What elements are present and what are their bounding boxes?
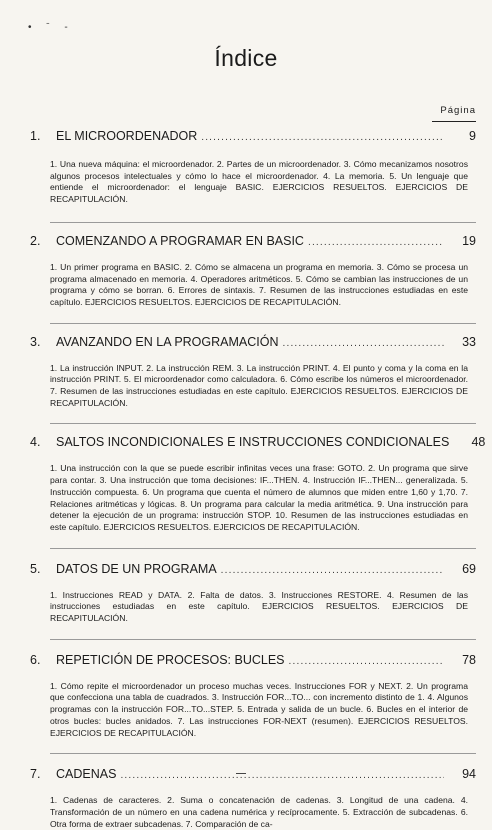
chapter-1 (30, 128, 476, 223)
chapter-title: REPETICIÓN DE PROCESOS: BUCLES (56, 652, 285, 667)
chapter-number: 5. (30, 561, 41, 576)
chapter-divider (50, 323, 476, 324)
chapter-page: 19 (462, 233, 476, 248)
scan-marks: • ˉ - (28, 22, 74, 33)
chapter-number: 6. (30, 652, 41, 667)
chapter-divider (50, 548, 476, 549)
chapter-divider (50, 222, 476, 223)
dot-leader (120, 768, 444, 784)
chapter-page: 48 (471, 435, 486, 450)
chapter-divider (50, 639, 476, 640)
dot-leader (283, 336, 445, 352)
chapter-title: SALTOS INCONDICIONALES E INSTRUCCIONES CONDICIONALES (56, 435, 450, 450)
dot-leader (221, 563, 444, 579)
chapter-page: 33 (462, 334, 476, 349)
chapter-page: 69 (462, 561, 476, 576)
chapter-title: DATOS DE UN PROGRAMA (56, 561, 217, 576)
chapter-page: 78 (462, 652, 476, 667)
header-rule (432, 121, 476, 122)
chapter-number: 3. (30, 334, 41, 349)
chapter-3 (30, 334, 476, 425)
dot-leader (201, 130, 444, 146)
chapter-number: 2. (30, 233, 41, 248)
chapter-contents: 1. Una instrucción con la que se puede escribir infinitas veces una frase: GOTO. 2. Un programa que sirve para contar. 3. Una instrucción que toma decisiones: IF...THEN. 4. Instrucción IF...THEN... generalizada. 5. Instrucción compuesta. 6. Un programa que cuenta el número de alumnos que miden entre 1,60 y 1,70. 7. Relaciones aritméticas y lógicas. 8. Un programa para calcular la media aritmética. 9. Una instrucción para detener la ejecución de un programa: instrucción STOP. 10. Resumen de las instrucciones estudiadas en este capítulo. EJERCICIOS RESUELTOS. EJERCICIOS DE RECAPITULACIÓN. (50, 463, 468, 532)
chapter-number: 7. (30, 767, 41, 782)
dot-leader (308, 235, 444, 251)
chapter-6 (30, 652, 476, 755)
chapter-contents: 1. Una nueva máquina: el microordenador. 2. Partes de un microordenador. 3. Cómo mecanizamos nosotros algunos procesos intelectuales y cómo lo hace el microordenador. 4. La memoria. 5. Un lenguaje que entiende el microordenador: el lenguaje BASIC. EJERCICIOS RESUELTOS. EJERCICIOS DE RECAPITULACIÓN. (50, 159, 468, 205)
bottom-mark (236, 773, 246, 774)
chapter-contents: 1. Un primer programa en BASIC. 2. Cómo se almacena un programa en memoria. 3. Cómo se procesa un programa almacenado en memoria. 4. Operadores aritméticos. 5. Cómo se cambian las instrucciones de un programa y cómo se borran. 6. Errores de sintaxis. 7. Resumen de las instrucciones estudiadas en este capítulo. EJERCICIOS RESUELTOS. EJERCICIOS DE RECAPITULACIÓN. (50, 261, 468, 307)
chapter-contents: 1. Cómo repite el microordenador un proceso muchas veces. Instrucciones FOR y NEXT. 2. Un programa que confecciona una tabla de cuadrados. 3. Instrucción FOR...TO... con incremento distinto de 1. 4. Algunos programas con la instrucción FOR...TO...STEP. 5. Entrada y salida de un bucle. 6. Bucles en el interior de otros bucles: bucles anidados. 7. Las instrucciones FOR-NEXT (resumen). EJERCICIOS RESUELTOS. EJERCICIOS DE RECAPITULACIÓN. (50, 680, 468, 738)
chapter-page: 9 (469, 129, 476, 143)
chapter-5 (30, 561, 476, 640)
chapter-contents: 1. La instrucción INPUT. 2. La instrucción REM. 3. La instrucción PRINT. 4. El punto y coma y la coma en la instrucción PRINT. 5. El microordenador como calculadora. 6. Cómo escribe los números el microordenador. 7. Resumen de las instrucciones estudiadas en este capítulo. EJERCICIOS RESUELTOS. EJERCICIOS DE RECAPITULACIÓN. (50, 362, 468, 408)
chapter-title: COMENZANDO A PROGRAMAR EN BASIC (56, 233, 304, 248)
chapter-divider (50, 753, 476, 754)
chapter-page: 94 (462, 767, 476, 782)
chapter-4 (30, 434, 486, 548)
chapter-number: 4. (30, 435, 41, 450)
chapter-title: EL MICROORDENADOR (56, 129, 198, 143)
chapter-title: CADENAS (56, 767, 117, 782)
chapter-title: AVANZANDO EN LA PROGRAMACIÓN (56, 334, 279, 349)
chapter-divider (50, 423, 476, 424)
chapter-contents: 1. Instrucciones READ y DATA. 2. Falta de datos. 3. Instrucciones RESTORE. 4. Resumen de las instrucciones estudiadas en este capítulo. EJERCICIOS RESUELTOS. EJERCICIOS DE RECAPITULACIÓN. (50, 589, 468, 624)
chapter-2 (30, 233, 476, 324)
page-title: Índice (214, 45, 278, 72)
chapter-contents: 1. Cadenas de caracteres. 2. Suma o concatenación de cadenas. 3. Longitud de una cadena. 4. Transformación de un número en una cadena numérica y recíprocamente. 5. Extracción de subcadenas. 6. Otra forma de extraer subcadenas. 7. Comparación de ca- (50, 795, 468, 829)
page-column-header: Página (440, 105, 476, 116)
table-of-contents (30, 126, 486, 830)
dot-leader (289, 654, 444, 670)
chapter-number: 1. (30, 129, 41, 143)
chapter-7 (30, 766, 476, 830)
